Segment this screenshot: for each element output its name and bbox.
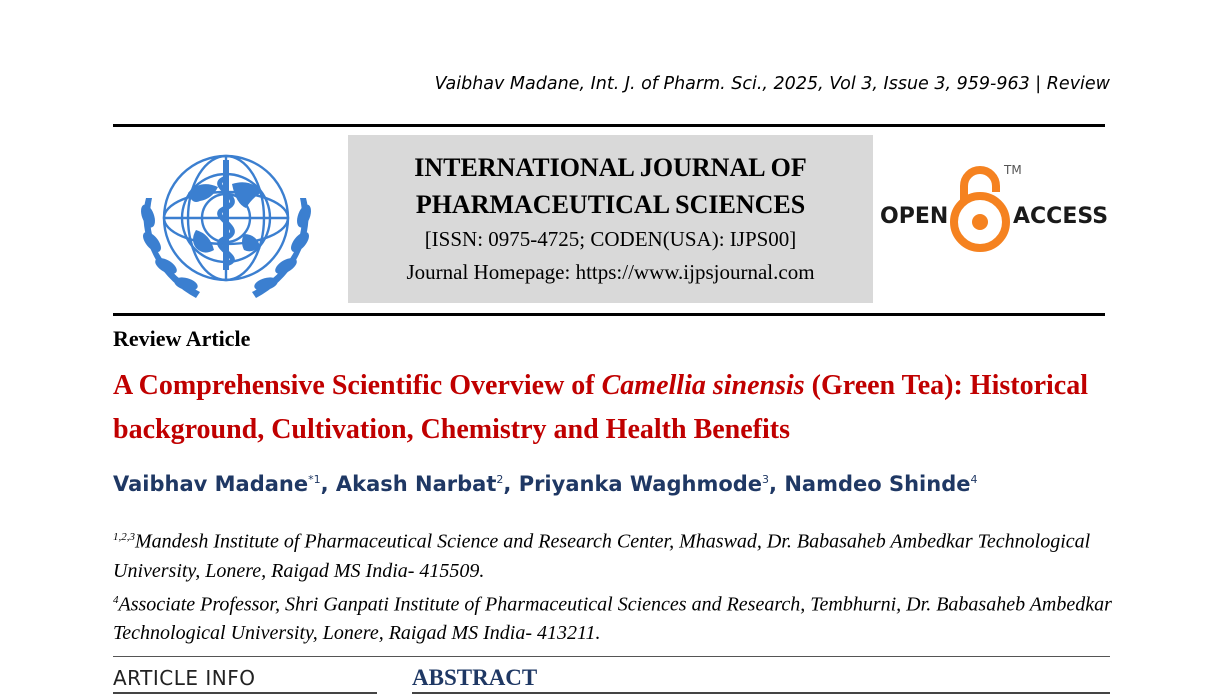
header-rule-bottom	[113, 313, 1105, 316]
journal-issn: [ISSN: 0975-4725; CODEN(USA): IJPS00]	[424, 227, 797, 251]
author-name: Namdeo Shinde	[784, 472, 971, 496]
affiliations	[113, 523, 1113, 648]
section-divider	[113, 656, 1110, 657]
author-affil-sup: *1	[308, 473, 321, 486]
running-header: Vaibhav Madane, Int. J. of Pharm. Sci., 2025, Vol 3, Issue 3, 959-963 | Review	[434, 74, 1110, 94]
open-access-tm: TM	[1004, 163, 1022, 177]
article-title	[113, 364, 1123, 452]
article-info-rule	[113, 692, 377, 694]
author-affil-sup: 3	[762, 473, 770, 486]
affiliation	[113, 586, 1113, 649]
open-access-logo	[880, 160, 1108, 260]
author-affil-sup: 4	[970, 473, 978, 486]
journal-homepage: Journal Homepage: https://www.ijpsjournal.com	[406, 260, 815, 284]
article-type: Review Article	[113, 326, 251, 351]
affiliation	[113, 523, 1113, 586]
title-part-1: A Comprehensive Scientific Overview of	[113, 370, 602, 401]
open-access-access-text: ACCESS	[1013, 204, 1108, 229]
author-sep: ,	[769, 472, 785, 496]
affiliation-sup: 4	[113, 593, 119, 606]
author-name: Akash Narbat	[335, 472, 497, 496]
affiliation-text: Associate Professor, Shri Ganpati Institute of Pharmaceutical Sciences and Research, Tembhurni, Dr. Babasaheb Ambedkar Technological University, Lonere, Raigad MS India- 413211.	[113, 593, 1112, 645]
author-list	[113, 472, 977, 496]
header-rule-top	[113, 124, 1105, 127]
open-access-open-text: OPEN	[880, 204, 949, 229]
title-species: Camellia sinensis	[601, 370, 805, 401]
author-affil-sup: 2	[496, 473, 504, 486]
journal-name-line1: INTERNATIONAL JOURNAL OF	[414, 153, 807, 182]
journal-name-line2: PHARMACEUTICAL SCIENCES	[415, 190, 806, 219]
author-sep: ,	[503, 472, 519, 496]
affiliation-sup: 1,2,3	[113, 531, 135, 543]
affiliation-text: Mandesh Institute of Pharmaceutical Science and Research Center, Mhaswad, Dr. Babasaheb Ambedkar Technological University, Lonere, Raigad MS India- 415509.	[113, 530, 1091, 582]
author-name: Priyanka Waghmode	[518, 472, 763, 496]
author-name: Vaibhav Madane	[113, 472, 309, 496]
article-info-heading: ARTICLE INFO	[113, 666, 256, 690]
title-part-2: (Green Tea): Historical background, Cultivation, Chemistry and Health Benefits	[113, 370, 1088, 445]
journal-masthead	[348, 135, 873, 303]
who-emblem-icon	[126, 138, 326, 306]
journal-name	[348, 149, 873, 223]
author-sep: ,	[320, 472, 336, 496]
abstract-rule	[412, 692, 1110, 694]
abstract-heading: ABSTRACT	[412, 665, 538, 690]
